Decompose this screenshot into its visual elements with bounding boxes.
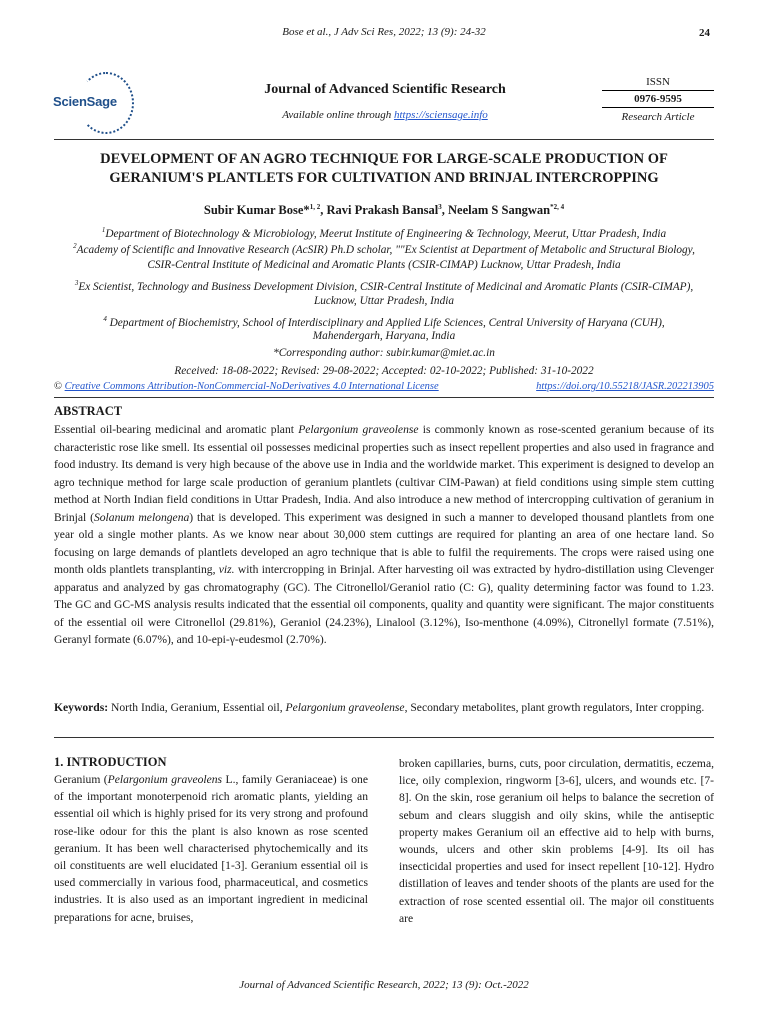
intro-column-right	[399, 755, 714, 927]
corresponding-author	[54, 345, 714, 361]
author-name: Neelam S Sangwan	[448, 203, 551, 218]
keywords-label: Keywords:	[54, 701, 109, 714]
author-separator: ,	[441, 203, 449, 218]
author-sup: 3	[438, 203, 442, 211]
issn-box	[602, 76, 714, 123]
intro-paragraph: broken capillaries, burns, cuts, poor circulation, dermatitis, eczema, lice, oily complexion, ringworm [3-6], ulcers, and wounds etc. [7-8]. On the skin, rose geranium oil helps to balance the secretion of sebum and clears sluggish and oily skins, while the antiseptic property makes Geranium oil an effective aid to help with burns, wounds, ulcers and other skin problems [4-9]. Its oil has insecticidal properties and used for insect repellent [10-12]. Hydro distillation of leaves and tender shoots of the plants are used for the extraction of rose scented essential oil. The major oil constituents are	[399, 757, 714, 925]
author-separator: ,	[320, 203, 327, 218]
issn-number: 0976-9595	[602, 90, 714, 108]
logo-text: ScienSage	[53, 94, 117, 109]
article-dates: Received: 18-08-2022; Revised: 29-08-2022; Accepted: 02-10-2022; Published: 31-10-2022	[174, 365, 594, 377]
author-name: Subir Kumar Bose*	[203, 203, 310, 218]
affiliation-line	[54, 293, 714, 309]
author-name: Ravi Prakash Bansal	[326, 203, 439, 218]
abstract-text: Essential oil-bearing medicinal and aromatic plant	[54, 423, 299, 436]
species-name: Solanum melongena	[93, 510, 190, 524]
author-list	[54, 203, 714, 218]
author-sup: *2, 4	[550, 203, 565, 211]
intro-paragraph	[54, 771, 368, 926]
available-prefix: Available online through	[282, 109, 392, 121]
introduction-heading: 1. INTRODUCTION	[54, 755, 167, 769]
running-head: Bose et al., J Adv Sci Res, 2022; 13 (9): 24-32	[282, 26, 486, 38]
affiliation-text: Department of Biotechnology & Microbiology, Meerut Institute of Engineering & Technology, Meerut, Uttar Pradesh, India	[105, 227, 667, 240]
title-line-1: DEVELOPMENT OF AN AGRO TECHNIQUE FOR LARGE-SCALE PRODUCTION OF	[100, 151, 668, 167]
masthead-divider	[54, 139, 714, 140]
affiliation-line	[54, 275, 714, 295]
intro-column-left	[54, 755, 368, 926]
keywords	[54, 699, 714, 717]
abstract-text: with intercropping in Brinjal. After harvesting oil was extracted by hydro-distillation using Clevenger apparatus and analyzed by gas chromatography (GC). The Citronellol/Geraniol ratio (C: G), quality determining factor was found to 1.23. The GC and GC-MS analysis results indicated that the essential oil components, quality and quantity were significant. The major constituents of the essential oil were Citronellol (29.81%), Geraniol (24.23%), Linalool (3.12%), Iso-menthone (4.09%), Citronellyl formate (7.51%), Geranyl formate (6.07%), and 10-epi-γ-eudesmol (2.70%).	[54, 563, 714, 646]
affiliation-line	[54, 328, 714, 344]
license-row	[54, 381, 714, 392]
keywords-text: North India, Geranium, Essential oil,	[108, 701, 286, 714]
affiliation-text: Academy of Scientific and Innovative Research (AcSIR) Ph.D scholar, ""Ex Scientist at Department of Metabolic and Structural Biology,	[76, 243, 695, 256]
available-online	[200, 109, 570, 121]
abbrev-viz: viz.	[218, 563, 235, 576]
affiliation-sup: 2	[73, 242, 77, 250]
affiliation-sup: 4	[103, 315, 107, 323]
affiliation-sup: 1	[101, 226, 106, 234]
license-divider	[54, 397, 714, 398]
doi-link[interactable]: https://doi.org/10.55218/JASR.202213905	[536, 381, 714, 392]
affiliation-text: Lucknow, Uttar Pradesh, India	[313, 295, 455, 307]
abstract-text: ) that is developed. This experiment was designed in such a manner to developed thousand plantlets from one year old a single mother plants. As we know near about 30,000 stem cuttings are required for planting an area of one hectare land. So focusing on large demands of plantlets developed an agro technique that is able to fulfil the requirements. The crops were raised using one month olds plantlets transplanting,	[54, 510, 714, 576]
article-title	[54, 150, 714, 188]
abstract-heading: ABSTRACT	[54, 404, 123, 418]
intro-text: L., family Geraniaceae) is one of the important monoterpenoid rich aromatic plants, yielding an essential oil which is highly prised for its very strong and profound rose-like odour for this the plant is also known as rose scented geranium. It has been well characterised phytochemically and its oil constituents are well elucidated [1-3]. Geranium essential oil is used commercially in various food, pharmaceutical, and cosmetics industries. It is also used as an important ingredient in medicinal preparations for acne, bruises,	[54, 773, 368, 924]
title-line-2: GERANIUM'S PLANTLETS FOR CULTIVATION AND BRINJAL INTERCROPPING	[109, 170, 659, 186]
keywords-text: , Secondary metabolites, plant growth regulators, Inter cropping.	[404, 701, 705, 714]
article-type: Research Article	[621, 111, 695, 123]
abstract-text: is commonly known as rose-scented geranium because of its characteristic rose like smell. Its essential oil possesses medicinal properties such as insect repellent properties and also used in fragrance and food industry. Its demand is very high because of the above use in India and the worldwide market. This experiment is designed to develop an agro technique method for large scale production of geranium plantlets (cultivar CIM-Pawan) at field conditions using simple stem cutting method at North Indian field conditions in Uttar Pradesh, India. And also introduce a new method of intercropping cultivation of geranium in Brinjal (	[54, 423, 714, 524]
abstract-body	[54, 421, 714, 649]
page-footer: Journal of Advanced Scientific Research, 2022; 13 (9): Oct.-2022	[239, 979, 529, 991]
author-sup: 1, 2	[309, 203, 321, 211]
issn-label: ISSN	[646, 76, 670, 88]
license-link[interactable]: Creative Commons Attribution-NonCommercial-NoDerivatives 4.0 International License	[64, 381, 439, 392]
affiliation-sup: 3	[74, 279, 79, 287]
corresponding-author-text: *Corresponding author: subir.kumar@miet.ac.in	[273, 347, 495, 359]
keywords-divider	[54, 737, 714, 738]
affiliation-text: CSIR-Central Institute of Medicinal and Aromatic Plants (CSIR-CIMAP) Lucknow, Uttar Pradesh, India	[147, 259, 621, 271]
intro-text: Geranium (	[54, 773, 108, 786]
species-name: Pelargonium graveolense	[298, 423, 419, 436]
sciensage-logo	[50, 72, 130, 132]
affiliation-line	[54, 238, 714, 258]
journal-name: Journal of Advanced Scientific Research	[264, 82, 506, 97]
page-number: 24	[699, 27, 710, 39]
species-name: Pelargonium graveolense	[285, 701, 405, 714]
sciensage-link[interactable]: https://sciensage.info	[393, 109, 488, 121]
affiliation-line	[54, 257, 714, 273]
species-name: Pelargonium graveolens	[107, 773, 223, 786]
copyright-icon: ©	[54, 381, 62, 392]
affiliation-text: Ex Scientist, Technology and Business Development Division, CSIR-Central Institute of Medicinal and Aromatic Plants (CSIR-CIMAP),	[78, 280, 694, 293]
affiliation-text: Department of Biochemistry, School of Interdisciplinary and Applied Life Sciences, Central University of Haryana (CUH),	[106, 316, 665, 329]
affiliation-text: Mahendergarh, Haryana, India	[312, 330, 456, 342]
